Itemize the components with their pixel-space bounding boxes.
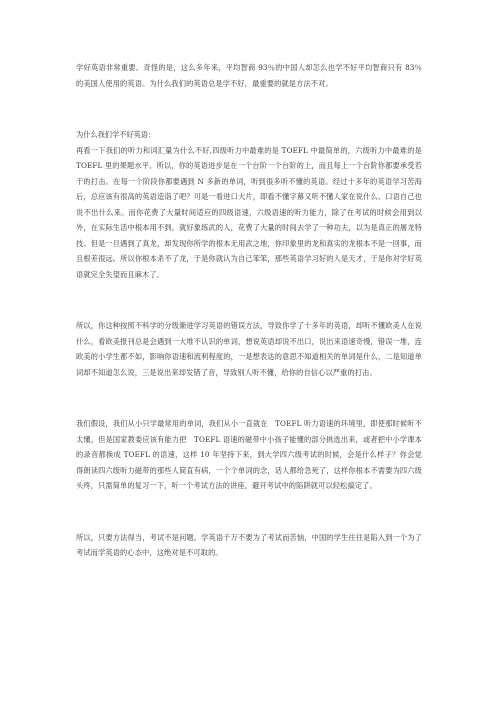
- method-paragraph: 所以，你这种按照不科学的分级渐进学习英语的错误方法，导致你学了十多年的英语，却听不懂欧美人在说什么，看欧美报刊总是会遇到一大堆不认识的单词，想说英语却说不出口，说出来语速奇慢，错误一堆，连欧美的小学生都不如，影响你语速和流利程度的，一是想表达的意思不知道相关的单词是什么，二是知道单词却不知道怎么说，三是说出来却发错了音，导致别人听不懂，给你的自信心以严重的打击。: [76, 321, 422, 377]
- paragraph-spacer: [76, 400, 422, 416]
- document-page: [76, 60, 422, 561]
- why-paragraph: 再看一下我们的听力和词汇量为什么不好,四级听力中最难的是 TOEFL 中最简单的，六级听力中最难的是 TOEFL 里的果题水平。所以，你的英语进步是在一个台阶一个台阶的上，而且每上一个台阶你都要承受若干的打击。在每一个阶段你都要遇到 N 多新的单词，听到很多听不懂的英语。经过十多年的英语学习苦海后，总应该有很高的英语造诣了吧？可是一看进口大片，即看不懂字幕又听不懂人家在说什么。口语自己也说不出什么来。而你花费了大量时间适应的四级语速，六级语速的听力能力，除了在考试的时候会用到以外，在实际生活中根本用不到。就好象练武的人，花费了大量的时间去学了一种功夫，以为是真正的屠龙特技。但是一旦遇到了真龙，却发现你所学的根本无用武之地，你印象里的龙和真实的龙根本不是一回事，而且根差很远。所以你根本杀不了龙，于是你就认为自己笨笨，那些英语学习好的人是天才，于是你对学好英语就完全失望而且麻木了。: [76, 145, 422, 279]
- conclusion-paragraph: 所以，只要方法得当，考试不是问题。学英语千万不要为了考试而苦恼，中国的学生往往是陷入到一个为了考试而学英语的心态中，这绝对是不可取的。: [76, 532, 422, 557]
- paragraph-spacer: [76, 282, 422, 302]
- paragraph-spacer: [76, 380, 422, 400]
- hypothesis-paragraph: 我们假设，我们从小只学最常用的单词，我们从小一直就在 TOEFL 听力语速的环境里，即使那时候听不太懂，但是国家教委应该有能力把 TOEFL 语速的磁带中小孩子能懂的部分挑选出来，或者把中小学课本的录音都换成 TOEFL 的语速，这样 10 年坚持下来，到大学四六级考试的时候，会是什么样子？你会觉得朗读四六级听力磁带的那些人简直有病，一个个单词的念，话人都给急死了，这样你根本不需要为四六级头疼，只需简单的复习一下，听一个考试方法的讲座，避开考试中的陷阱就可以轻松搞定了。: [76, 419, 422, 490]
- paragraph-spacer: [76, 91, 422, 111]
- paragraph-spacer: [76, 514, 422, 530]
- paragraph-spacer: [76, 494, 422, 514]
- paragraph-spacer: [76, 111, 422, 127]
- intro-paragraph: 学好英语非常重要。奇怪的是，这么多年来，平均智商 93％的中国人却怎么也学不好平均智商只有 83％的美国人使用的英语。为什么我们的英语总是学不好，最重要的就是方法不对。: [76, 63, 422, 88]
- paragraph-spacer: [76, 302, 422, 318]
- why-heading: 为什么我们学不好英语：: [76, 130, 156, 139]
